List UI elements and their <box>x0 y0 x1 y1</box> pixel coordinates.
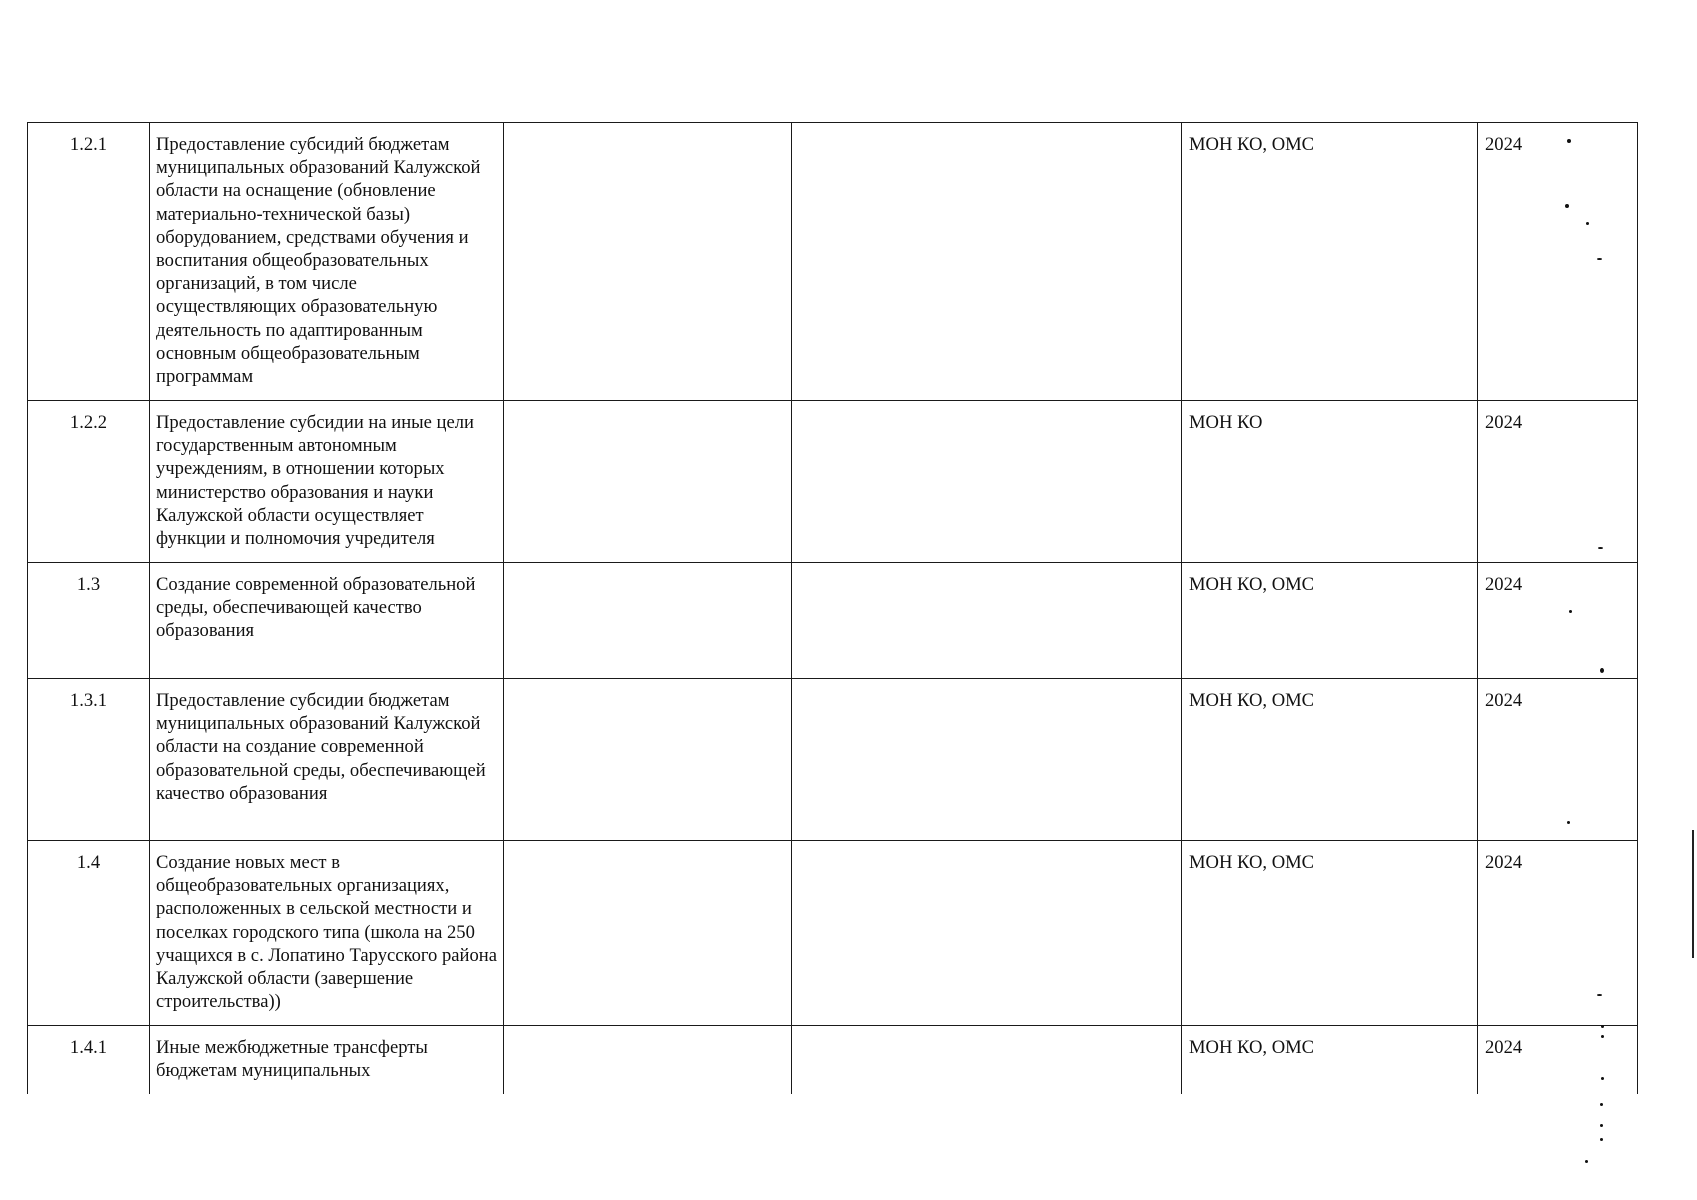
scan-speck <box>1586 222 1589 225</box>
measure-name: Создание современной образовательной среды, обеспечивающей качество образования <box>150 563 504 679</box>
responsible-cell: МОН КО, ОМС <box>1182 123 1478 401</box>
table-row <box>28 563 1638 679</box>
responsible-cell: МОН КО, ОМС <box>1182 1026 1478 1095</box>
measure-name: Иные межбюджетные трансферты бюджетам муниципальных <box>150 1026 504 1095</box>
row-number: 1.4.1 <box>28 1026 150 1095</box>
table-row <box>28 401 1638 563</box>
empty-cell <box>504 841 792 1026</box>
empty-cell <box>792 123 1182 401</box>
measure-name: Предоставление субсидий бюджетам муниципальных образований Калужской области на оснащение (обновление материально-технической базы) оборудованием, средствами обучения и воспитания общеобразовательных организаций, в том числе осуществляющих образовательную деятельность по адаптированным основным общеобразовательным программам <box>150 123 504 401</box>
year-cell: 2024 <box>1478 563 1638 679</box>
scan-speck <box>1600 668 1604 673</box>
scan-speck <box>1567 821 1570 824</box>
scan-speck <box>1601 1077 1604 1080</box>
responsible-cell: МОН КО, ОМС <box>1182 841 1478 1026</box>
table-row <box>28 123 1638 401</box>
scan-speck <box>1569 610 1572 613</box>
scan-speck <box>1597 994 1602 996</box>
responsible-cell: МОН КО <box>1182 401 1478 563</box>
empty-cell <box>504 401 792 563</box>
scan-speck <box>1598 547 1603 549</box>
responsible-cell: МОН КО, ОМС <box>1182 679 1478 841</box>
row-number: 1.3.1 <box>28 679 150 841</box>
row-number: 1.2.1 <box>28 123 150 401</box>
row-number: 1.2.2 <box>28 401 150 563</box>
year-cell: 2024 <box>1478 841 1638 1026</box>
row-number: 1.4 <box>28 841 150 1026</box>
empty-cell <box>504 1026 792 1095</box>
scan-speck <box>1601 1025 1604 1028</box>
measure-name: Предоставление субсидии на иные цели государственным автономным учреждениям, в отношении которых министерство образования и науки Калужской области осуществляет функции и полномочия учредителя <box>150 401 504 563</box>
plan-table <box>27 122 1638 1094</box>
year-cell: 2024 <box>1478 123 1638 401</box>
empty-cell <box>504 563 792 679</box>
empty-cell <box>792 401 1182 563</box>
scan-speck <box>1585 1160 1588 1163</box>
scan-speck <box>1565 204 1569 208</box>
table-row <box>28 841 1638 1026</box>
empty-cell <box>504 679 792 841</box>
table-row <box>28 679 1638 841</box>
measure-name: Предоставление субсидии бюджетам муниципальных образований Калужской области на создание современной образовательной среды, обеспечивающей качество образования <box>150 679 504 841</box>
empty-cell <box>504 123 792 401</box>
empty-cell <box>792 841 1182 1026</box>
scan-speck <box>1597 258 1602 260</box>
year-cell: 2024 <box>1478 1026 1638 1095</box>
scan-speck <box>1600 1103 1603 1106</box>
table-row <box>28 1026 1638 1095</box>
year-cell: 2024 <box>1478 679 1638 841</box>
empty-cell <box>792 679 1182 841</box>
measure-name: Создание новых мест в общеобразовательных организациях, расположенных в сельской местности и поселках городского типа (школа на 250 учащихся в с. Лопатино Тарусского района Калужской области (завершение строительства)) <box>150 841 504 1026</box>
row-number: 1.3 <box>28 563 150 679</box>
scan-edge-line <box>1692 830 1694 958</box>
scan-speck <box>1567 139 1571 143</box>
scan-speck <box>1600 1138 1603 1141</box>
empty-cell <box>792 563 1182 679</box>
scan-speck <box>1601 1035 1604 1038</box>
scan-speck <box>1600 1124 1603 1127</box>
year-cell: 2024 <box>1478 401 1638 563</box>
empty-cell <box>792 1026 1182 1095</box>
responsible-cell: МОН КО, ОМС <box>1182 563 1478 679</box>
